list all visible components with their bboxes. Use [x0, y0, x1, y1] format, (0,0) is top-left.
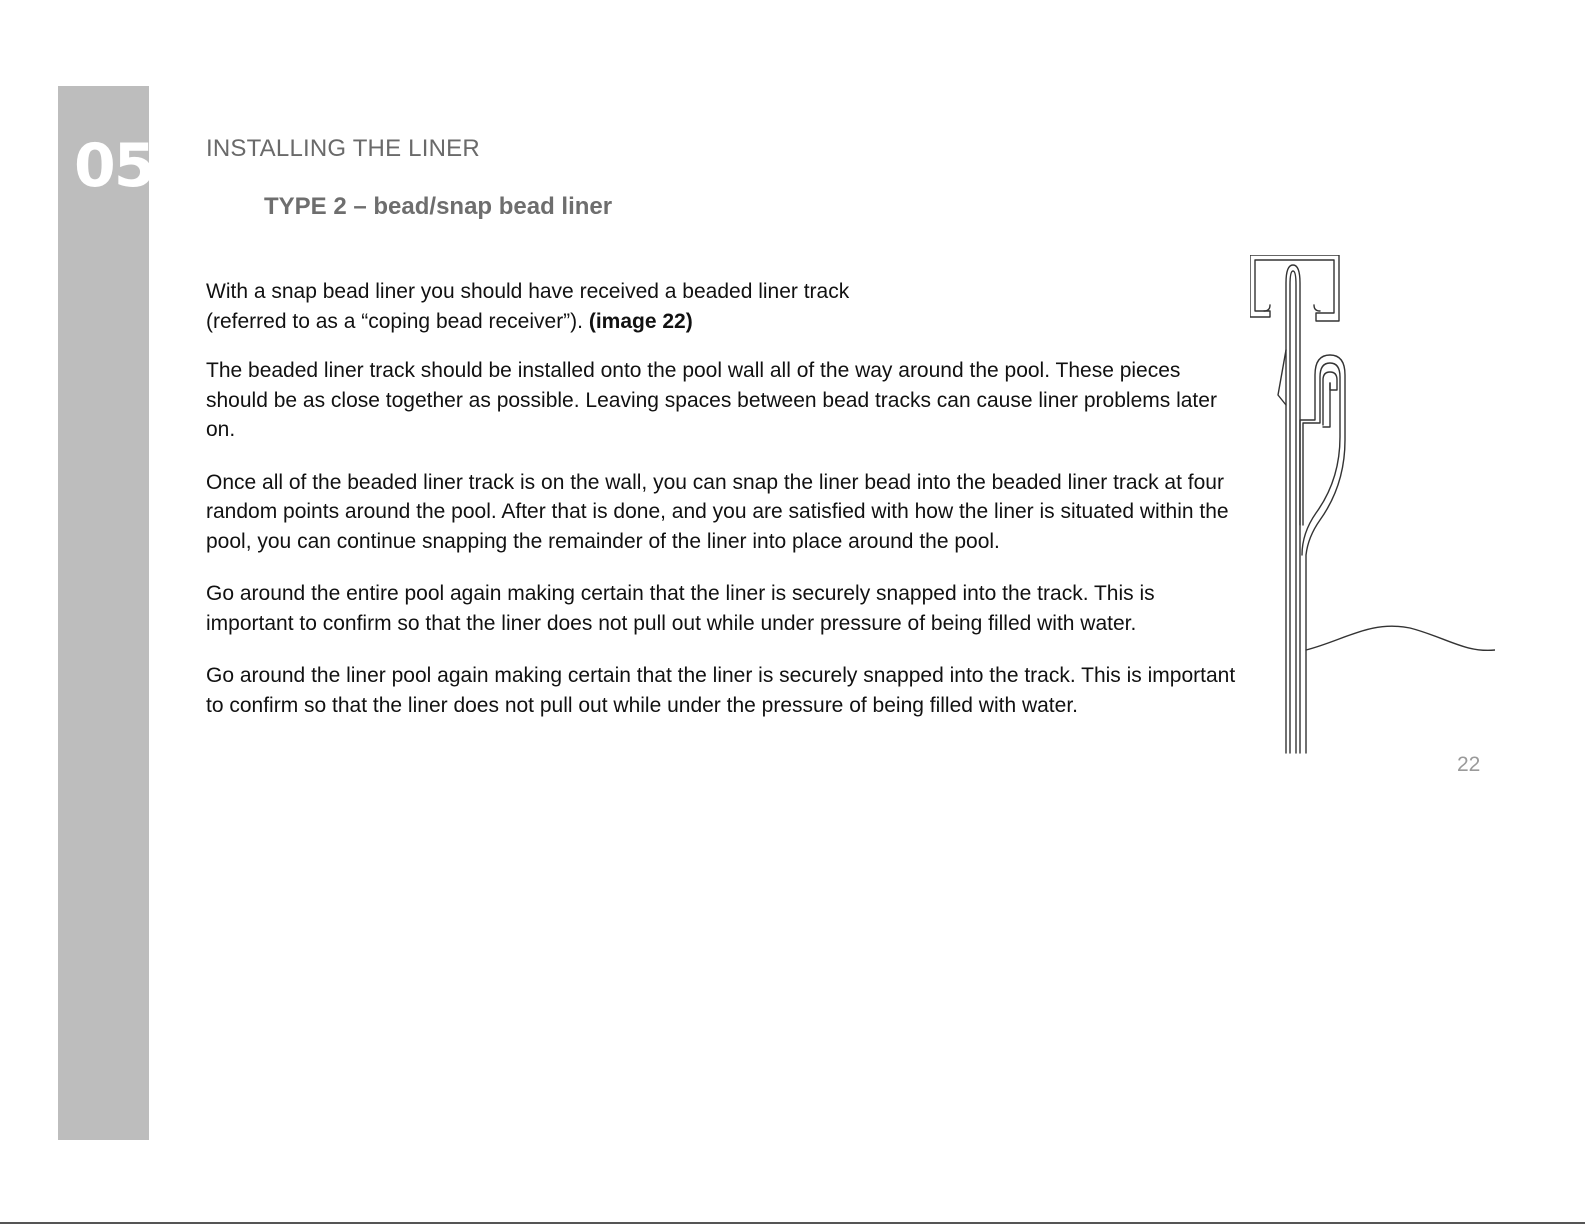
intro-line-2-text: (referred to as a “coping bead receiver”).: [206, 309, 589, 333]
chapter-side-bar: [58, 86, 149, 1140]
coping-bead-receiver-diagram: [1250, 255, 1495, 760]
paragraph-check-entire-pool: Go around the entire pool again making certain that the liner is securely snapped into the track. This is important to confirm so that the liner does not pull out while under pressure of being filled with water.: [206, 582, 1155, 635]
bead-receiver-inner: [1302, 363, 1340, 555]
paragraph-install-track: The beaded liner track should be installed onto the pool wall all of the way around the pool. These pieces should be as close together as possible. Leaving spaces between bead tracks can cause liner problems later on.: [206, 359, 1217, 441]
liner-wave: [1306, 626, 1495, 650]
intro-line-2: [206, 307, 1246, 337]
figure-caption: 22: [1457, 753, 1481, 776]
subsection-title: TYPE 2 – bead/snap bead liner: [264, 193, 613, 220]
coping-channel-inner-right: [1314, 305, 1320, 311]
paragraph-snap-bead: Once all of the beaded liner track is on the wall, you can snap the liner bead into the beaded liner track at four random points around the pool. After that is done, and you are satisfied with how the liner is situated within the pool, you can continue snapping the remainder of the liner into place around the pool.: [206, 470, 1229, 553]
bottom-rule: [0, 1222, 1585, 1224]
paragraph-intro: [206, 277, 1246, 336]
wall-panel-inner: [1290, 271, 1296, 753]
image-reference: (image 22): [588, 309, 693, 333]
wall-panel-top: [1286, 265, 1300, 753]
coping-channel-inner-left: [1264, 305, 1270, 311]
paragraph-check-liner-pool: Go around the liner pool again making certain that the liner is securely snapped into the track. This is important to confirm so that the liner does not pull out while under the pressure of being filled with water.: [206, 664, 1236, 717]
intro-line-1: With a snap bead liner you should have received a beaded liner track: [206, 280, 850, 303]
wall-flare: [1278, 350, 1286, 405]
section-title: INSTALLING THE LINER: [206, 135, 480, 162]
chapter-number: 05: [74, 131, 154, 201]
body-text: [206, 277, 1246, 743]
bead-hook-clip: [1323, 383, 1330, 427]
